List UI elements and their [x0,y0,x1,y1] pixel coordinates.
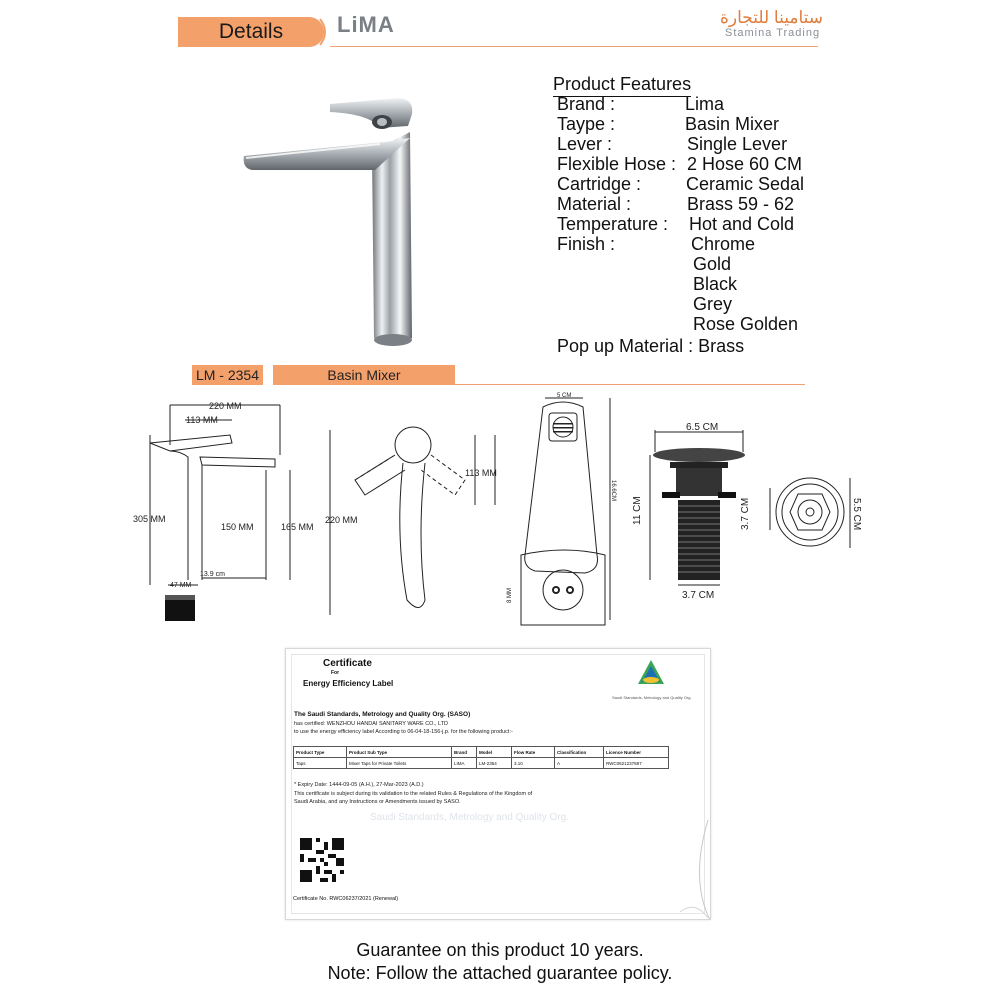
certificate-org: The Saudi Standards, Metrology and Quality Org. (SASO) [294,711,471,718]
dim-165mm: 165 MM [281,522,314,532]
table-cell: LIMA [452,758,477,769]
waste-top-view-drawing [750,470,860,560]
details-tab-arrow [318,17,332,47]
certificate-title: Certificate [323,658,372,669]
finish-option: Black [693,274,738,294]
table-cell: RWC0621237887 [604,758,669,769]
qr-code [300,838,344,882]
front-view-drawing [140,395,330,625]
band-divider [455,384,805,385]
certificate-expiry: * Expiry Date: 1444-09-05 (A.H.), 27-Mar-2023 (A.D.) [294,782,424,788]
feature-key: Flexible Hose : [557,154,677,174]
dim-side-220mm: 220 MM [325,515,358,525]
saso-logo-caption: Saudi Standards, Metrology and Quality Org. [612,695,692,700]
certificate-line1: has certified: WENZHOU HANDAI SANITARY WARE CO., LTD [294,721,449,727]
lima-logo [337,12,395,38]
table-cell: LM-2354 [477,758,512,769]
table-cell: 3.10 [512,758,555,769]
finish-option: Rose Golden [693,314,799,334]
feature-value: Basin Mixer [685,114,780,134]
feature-value: Hot and Cold [689,214,795,234]
table-header: Brand [452,747,477,758]
certificate-number: Certificate No. RWC06237/2021 (Renewal) [293,896,399,902]
dim-waste-width: 6.5 CM [686,422,719,433]
feature-key: Brand : [557,94,616,114]
saso-logo [636,658,666,688]
feature-key: Temperature : [557,214,669,234]
dim-waste-height: 11 CM [632,496,643,525]
feature-key: Material : [557,194,632,214]
features-list [555,94,845,364]
product-type: Basin Mixer [327,367,401,383]
feature-value: Chrome [691,234,756,254]
details-tab [178,17,324,47]
certificate-note2: Saudi Arabia, and any Instructions or Amendments issued by SASO. [294,799,461,805]
model-number: LM - 2354 [195,367,260,383]
dim-150mm: 150 MM [221,522,254,532]
feature-key: Taype : [557,114,616,134]
feature-value: Lima [685,94,725,114]
table-header: Product Type [294,747,347,758]
header-divider [330,46,818,47]
lima-logo-text: LiMA [337,12,395,37]
finish-option: Gold [693,254,732,274]
certificate-subtitle: Energy Efficiency Label [303,679,394,688]
dim-top-height: 16.6CM [610,480,616,502]
dim-side-113mm: 113 MM [465,468,497,478]
faucet-photo [240,92,430,354]
dim-waste-diameter: 5.5 CM [851,498,862,531]
certificate-line2: to use the energy efficiency label According to 06-04-18-156-j.p. for the following product:- [294,729,513,735]
popup-material: Pop up Material : Brass [557,336,745,356]
table-cell: A [555,758,604,769]
dim-220mm: 220 MM [209,401,242,411]
dim-top-width: 5 CM [557,393,572,399]
dim-waste-bottom: 3.7 CM [682,590,715,601]
finish-option: Grey [693,294,733,314]
feature-value: Brass 59 - 62 [687,194,795,214]
certificate-note1: This certificate is subject during its validation to the related Rules & Regulations of the Kingdom of [294,791,533,797]
feature-value: 2 Hose 60 CM [687,154,803,174]
table-cell: Mixer Taps for Private Toilets [347,758,452,769]
table-header: Licence Number [604,747,669,758]
dim-305mm: 305 MM [133,514,166,524]
dim-113mm: 113 MM [186,415,218,425]
table-header: Product Sub Type [347,747,452,758]
dim-139cm: 13.9 cm [200,571,225,578]
details-label: Details [218,20,284,43]
feature-key: Lever : [557,134,613,154]
feature-value: Ceramic Sedal [686,174,805,194]
table-header: Flow Rate [512,747,555,758]
dim-47mm: 47 MM [170,582,192,589]
table-header: Classification [555,747,604,758]
model-tag [192,365,263,385]
company-name-arabic: ستامينا للتجارة [720,8,824,27]
certificate-watermark: Saudi Standards, Metrology and Quality Org. [370,812,569,823]
table-row [294,758,669,769]
guarantee-text: Guarantee on this product 10 years. [356,940,644,960]
feature-value: Single Lever [687,134,788,154]
certificate-table [293,746,669,769]
type-tag [273,365,455,385]
certificate-for: For [331,670,340,676]
table-header-row [294,747,669,758]
table-cell: Taps [294,758,347,769]
dim-waste-side: 3.7 CM [740,497,751,530]
guarantee-note: Note: Follow the attached guarantee policy. [327,963,673,983]
features-title: Product Features [553,74,691,97]
company-name-english: Stamina Trading [725,27,821,39]
certificate-page-curl [660,820,710,920]
top-view-drawing [505,395,625,635]
dim-top-small: 8 MM [507,588,513,603]
feature-key: Finish : [557,234,616,254]
feature-key: Cartridge : [557,174,642,194]
table-header: Model [477,747,512,758]
